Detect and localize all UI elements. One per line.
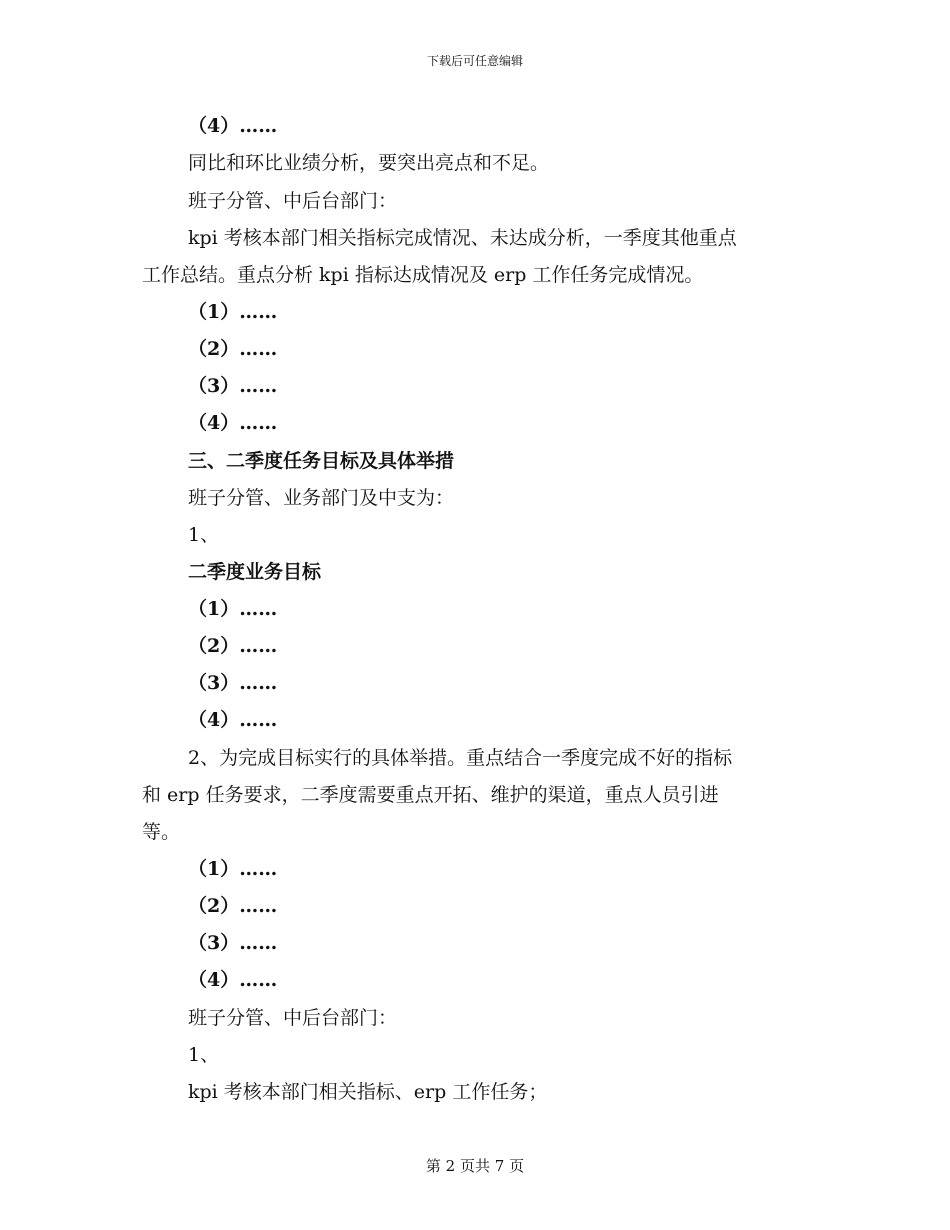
list-item: （2）……: [188, 635, 278, 657]
list-item: （2）……: [188, 338, 278, 360]
subheading: 二季度业务目标: [188, 561, 322, 583]
paragraph: kpi 考核本部门相关指标、erp 工作任务；: [188, 1081, 548, 1103]
list-item: （3）……: [188, 672, 278, 694]
list-item: （4）……: [188, 412, 278, 434]
paragraph: 班子分管、业务部门及中支为：: [188, 487, 455, 509]
paragraph: 1、: [188, 524, 220, 546]
list-item: （4）……: [188, 969, 278, 991]
paragraph: 班子分管、中后台部门：: [188, 190, 398, 212]
paragraph: 班子分管、中后台部门：: [188, 1007, 398, 1029]
paragraph: 2、为完成目标实行的具体举措。重点结合一季度完成不好的指标: [188, 747, 733, 769]
list-item: （3）……: [188, 932, 278, 954]
list-item: （3）……: [188, 375, 278, 397]
page-footer: 第 2 页共 7 页: [425, 1157, 525, 1175]
list-item: （4）……: [188, 709, 278, 731]
list-item: （1）……: [188, 858, 278, 880]
section-heading: 三、二季度任务目标及具体举措: [188, 450, 455, 472]
paragraph: 和 erp 任务要求，二季度需要重点开拓、维护的渠道，重点人员引进: [142, 784, 719, 806]
list-item: （1）……: [188, 598, 278, 620]
list-item: （2）……: [188, 895, 278, 917]
list-item: （1）……: [188, 301, 278, 323]
paragraph: 1、: [188, 1044, 220, 1066]
paragraph: kpi 考核本部门相关指标完成情况、未达成分析，一季度其他重点: [188, 227, 737, 249]
page-header: 下载后可任意编辑: [426, 54, 523, 68]
paragraph: 同比和环比业绩分析，要突出亮点和不足。: [188, 152, 550, 174]
list-item: （4）……: [188, 115, 278, 137]
paragraph: 等。: [142, 821, 181, 843]
paragraph: 工作总结。重点分析 kpi 指标达成情况及 erp 工作任务完成情况。: [142, 264, 704, 286]
